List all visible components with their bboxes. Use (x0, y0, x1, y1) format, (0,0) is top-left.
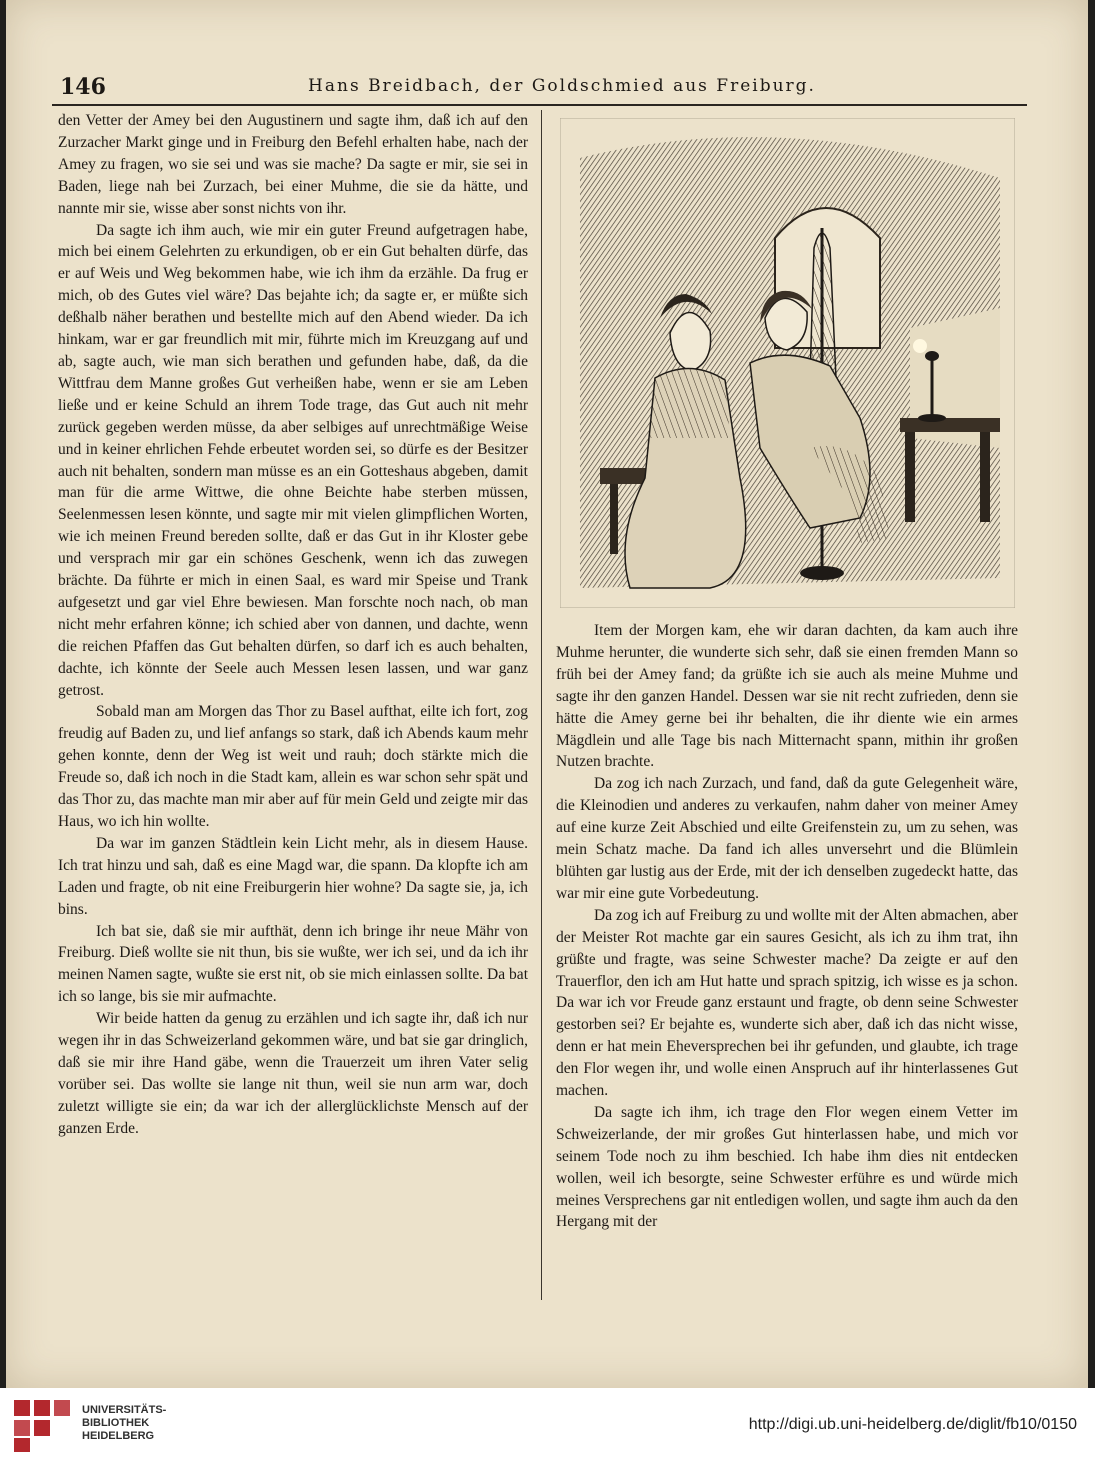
paragraph: Da sagte ich ihm auch, wie mir ein guter Freund aufgetragen habe, mich bei einem Gelehrten zu erkundigen, ob er ein Gut behalten dürfe, das er auf Weis und Weg bekommen habe, wie ich ihm da erzähle. Da frug er mich, ob des Gutes viel wäre? Das bejahte ich; da sagte er, er müßte sich deßhalb näher berathen und bestellte mich auf den Abend wieder. Da ich hinkam, war er gar freundlich mit mir, führte mich im Kreuzgang auf und ab, sagte auch, wie man sich berathen und gefunden habe, daß, da die Wittfrau dem Manne großes Gut verheißen habe, wenn er sie am Leben ließe und er keine Schuld an ihrem Tode trage, das Gut auch nit mehr zurück gegeben werden müsse, da aber selbiges auf unrechtmäßige Weise und in keiner ehrlichen Fehde erbeutet worden sei, so dürfe es der Besitzer auch nit behalten, sondern man müsse es an ein Gotteshaus abgeben, damit man für die arme Wittwe, die ohne Beichte habe sterben müssen, Seelenmessen lesen könnte, und sagte mir mit vielen glimpflichen Worten, wie ich meinen Freund bereden sollte, daß er das Gut in ihr Kloster gebe und versprach mir gar ein schönes Geschenk, wenn ich das zuwegen brächte. Da führte er mich in einen Saal, es ward mir Speise und Trank aufgesetzt und gar viel Ehre bewiesen. Man forschte noch nach, ob man nicht mehr erfahren könne; ich schied aber von dannen, und dachte, wenn die reichen Pfaffen das Gut behalten dürfen, so darf ich es auch behalten, dachte, ich könnte der Seele auch Messen lesen lassen, und war ganz getrost. (58, 221, 528, 699)
right-text-column (556, 620, 1018, 1233)
paragraph: Sobald man am Morgen das Thor zu Basel aufthat, eilte ich fort, zog freudig auf Baden zu, und lief anfangs so stark, daß ich Abends kaum mehr gehen konnte, denn der Weg ist weit und rauh; doch stärkte mich die Freude so, daß ich noch in die Stadt kam, allein es war schon sehr spät und das Thor zu, das machte man mir aber auf für mein Geld und zeigte mir das Haus, wo ich hin wollte. (58, 703, 528, 830)
running-header (52, 70, 1027, 106)
university-library-logo-icon (12, 1398, 76, 1454)
engraving-illustration (560, 118, 1015, 608)
paragraph: Da zog ich nach Zurzach, und fand, daß da gute Gelegenheit wäre, die Kleinodien und anderes zu verkaufen, nahm daher von meiner Amey auf eine kurze Zeit Abschied und eilte Greifenstein zu, um zu sehen, was mein Schatz mache. Da fand ich alles unversehrt und die Blümlein blühten gar lustig aus der Erde, mit der ich denselben zugedeckt hatte, das war mir eine gute Vorbedeutung. (556, 775, 1018, 902)
paragraph: Ich bat sie, daß sie mir aufthät, denn ich bringe ihr neue Mähr von Freiburg. Dieß wollte sie nit thun, bis sie wußte, wer ich sei, und da ich ihr meinen Namen sagte, wußte sie erst nit, ob sie mich einlassen sollte. Da bat ich so lange, bis sie mir aufmachte. (58, 922, 528, 1006)
running-title: Hans Breidbach, der Goldschmied aus Freiburg. (308, 76, 816, 96)
source-url[interactable]: http://digi.ub.uni-heidelberg.de/diglit/fb10/0150 (748, 1416, 1077, 1433)
paragraph: Da zog ich auf Freiburg zu und wollte mit der Alten abmachen, aber der Meister Rot machte gar ein saures Gesicht, als ich zu ihm trat, ihn grüßte und fragte, was seine Schwester mache? Da zeigte er auf den Trauerflor, den ich am Hut hatte und sprach spitzig, ich wisse es ja schon. Da war ich vor Freude ganz erstaunt und fragte, ob denn seine Schwester gestorben sei? Er bejahte es, wunderte sich aber, daß ich das nicht wisse, denn er hat mein Eheversprechen bei ihr gefunden, und glaubte, ich trage den Flor wegen ihr, und wolle einen Anspruch auf ihr hinterlassenes Gut machen. (556, 906, 1018, 1100)
institution-name: UNIVERSITÄTS- BIBLIOTHEK HEIDELBERG (82, 1404, 167, 1442)
left-text-column (58, 110, 528, 1140)
paragraph: Da sagte ich ihm, ich trage den Flor wegen einem Vetter im Schweizerlande, der mir großes Gut hinterlassen habe, und mich vor seinem Tode noch zu ihm beschied. Ich habe ihm dies nit entdecken wollen, weil ich besorgte, seine Schwester erführe es und würde mich meines Versprechens gar nit entledigen wollen, und sagte ihm auch da den Hergang mit der (556, 1103, 1018, 1231)
column-divider (541, 110, 542, 1300)
paragraph: Wir beide hatten da genug zu erzählen und ich sagte ihr, daß ich nur wegen ihr in das Schweizerland gekommen wäre, und bat sie gar dringlich, daß sie mir ihre Hand gäbe, wenn die Trauerzeit um ihren Vater selig vorüber sei. Das wollte sie lange nit thun, weil sie nun arm war, doch zuletzt willigte sie ein; da war ich der allerglücklichste Mensch auf der ganzen Erde. (58, 1010, 528, 1137)
paragraph: Item der Morgen kam, ehe wir daran dachten, da kam auch ihre Muhme herunter, die wunderte sich sehr, daß sie einen fremden Mann so früh bei der Amey fand; da grüßte ich sie auch als meine Muhme und sagte ihr den ganzen Handel. Dessen war sie nit recht zufrieden, denn sie hätte die Amey gerne bei ihr behalten, die ihr diente wie ein armes Mägdlein und alle Tage bis nach Mitternacht spann, mithin ihr großen Nutzen brachte. (556, 622, 1018, 771)
paragraph: Da war im ganzen Städtlein kein Licht mehr, als in diesem Hause. Ich trat hinzu und sah, daß es eine Magd war, die spann. Da klopfte ich am Laden und fragte, ob nit eine Freiburgerin hier wohne? Da sagte sie, ja, ich bins. (58, 834, 528, 918)
paragraph: den Vetter der Amey bei den Augustinern und sagte ihm, daß ich auf den Zurzacher Markt ginge und in Freiburg den Befehl erhalten habe, nach der Amey zu fragen, wo sie sei und was sie mache? Da sagte er mir, sie sei in Baden, liege nah bei Zurzach, bei einer Muhme, die sie da hätte, und nannte mir sie, wisse aber sonst nichts von ihr. (58, 112, 528, 217)
page-number: 146 (60, 74, 106, 100)
